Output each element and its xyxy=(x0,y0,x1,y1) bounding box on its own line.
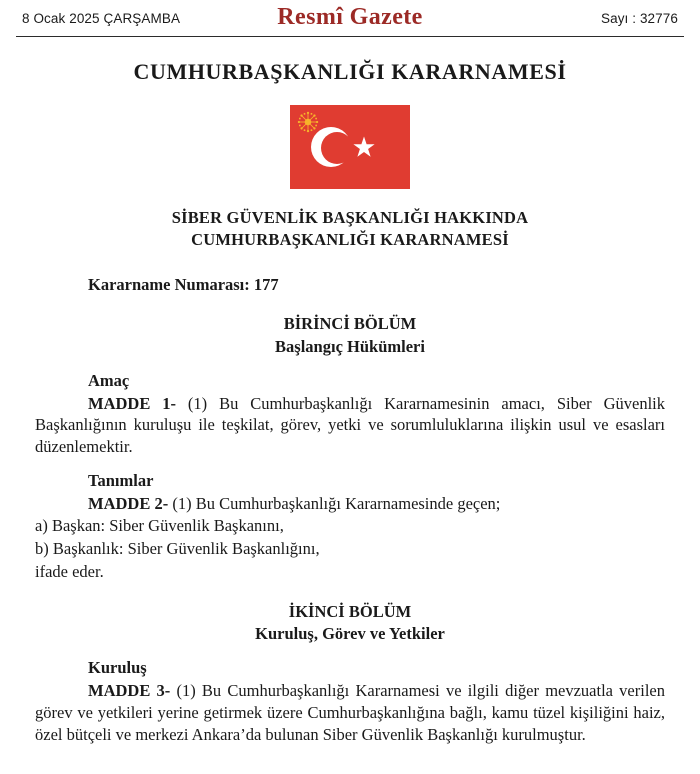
decree-subtitle-line-2: CUMHURBAŞKANLIĞI KARARNAMESİ xyxy=(191,230,509,250)
page-title: CUMHURBAŞKANLIĞI KARARNAMESİ xyxy=(133,59,567,84)
section-heading-second xyxy=(35,601,665,646)
article-lead-tanimlar: MADDE 2- xyxy=(88,493,169,513)
gazette-name: Resmî Gazete xyxy=(277,4,423,30)
turkish-flag-icon xyxy=(290,105,410,189)
article-label-tanimlar: Tanımlar xyxy=(88,470,154,490)
crescent-icon xyxy=(311,127,351,167)
presidential-sun-seal-icon xyxy=(297,111,319,133)
section-heading-second-title: İKİNCİ BÖLÜM xyxy=(288,601,412,621)
masthead xyxy=(0,0,700,36)
decree-subtitle-line-1: SİBER GÜVENLİK BAŞKANLIĞI HAKKINDA xyxy=(171,208,529,227)
gazette-date: 8 Ocak 2025 ÇARŞAMBA xyxy=(22,10,181,26)
article-text-tanimlar xyxy=(35,493,665,515)
decree-subtitle xyxy=(0,207,700,252)
definition-item-b: b) Başkanlık: Siber Güvenlik Başkanlığını, xyxy=(35,539,320,559)
article-text-amac xyxy=(35,393,665,458)
article-label-amac: Amaç xyxy=(88,370,130,390)
section-heading-first-subtitle: Başlangıç Hükümleri xyxy=(275,336,425,356)
definition-closing: ifade eder. xyxy=(35,561,104,581)
gazette-issue-number: Sayı : 32776 xyxy=(600,10,678,26)
star-icon xyxy=(352,135,376,159)
definition-item-a: a) Başkan: Siber Güvenlik Başkanını, xyxy=(35,516,284,536)
article-body-tanimlar: (1) Bu Cumhurbaşkanlığı Kararnamesinde geçen; xyxy=(168,493,501,513)
article-lead-kurulus: MADDE 3- xyxy=(88,681,171,701)
section-heading-second-subtitle: Kuruluş, Görev ve Yetkiler xyxy=(255,623,445,643)
masthead-divider xyxy=(16,36,684,37)
decree-number: Kararname Numarası: 177 xyxy=(88,274,279,294)
emblem-container xyxy=(0,105,700,189)
document-body xyxy=(35,274,665,746)
article-body-amac: (1) Bu Cumhurbaşkanlığı Kararnamesinin amacı, Siber Güvenlik Başkanlığının kuruluşu ile teşkilat, görev, yetki ve sorumluluklarına ilişkin usul ve esasları düzenlemektir. xyxy=(35,393,665,457)
article-label-kurulus: Kuruluş xyxy=(88,658,147,678)
article-body-kurulus: (1) Bu Cumhurbaşkanlığı Kararnamesi ve ilgili diğer mevzuatla verilen görev ve yetkileri yerine getirmek üzere Cumhurbaşkanlığına bağlı, kamu tüzel kişiliğini haiz, özel bütçeli ve merkezi Ankara’da bulunan Siber Güvenlik Başkanlığı kurulmuştur. xyxy=(35,681,665,744)
section-heading-first-title: BİRİNCİ BÖLÜM xyxy=(283,314,417,334)
article-lead-amac: MADDE 1- xyxy=(88,393,176,413)
article-text-kurulus xyxy=(35,680,665,745)
section-heading-first xyxy=(35,313,665,358)
